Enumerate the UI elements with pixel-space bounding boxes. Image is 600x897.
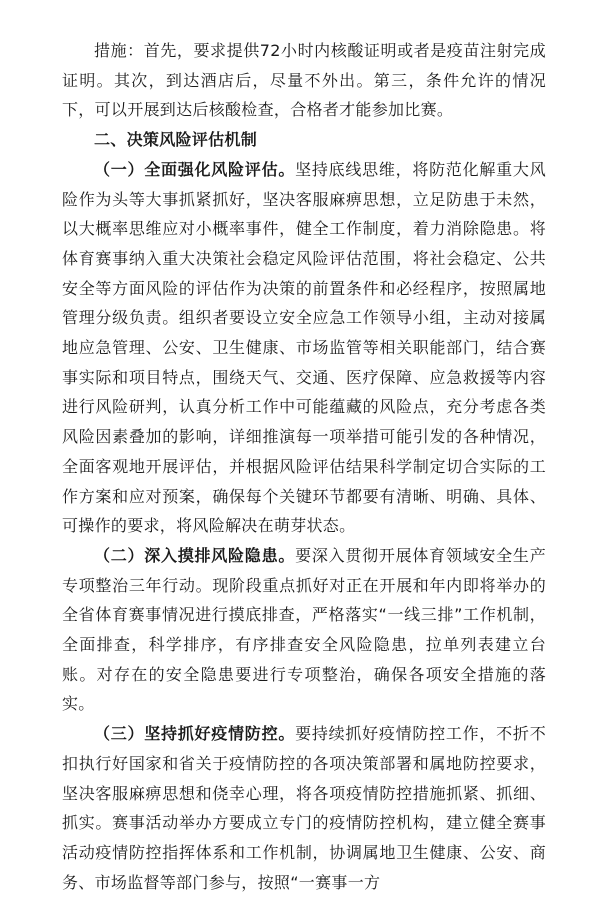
text-risk-assessment: 坚持底线思维，将防范化解重大风险作为头等大事抓紧抓好，坚决客服麻痹思想，立足防患于未然，以大概率思维应对小概率事件，健全工作制度，着力消除隐患。将体育赛事纳入重大决策社会稳定风险评估范围，将社会稳定、公共安全等方面风险的评估作为决策的前置条件和必经程序，按照属地管理分级负责。组织者要设立安全应急工作领导小组，主动对接属地应急管理、公安、卫生健康、市场监管等相关职能部门，结合赛事实际和项目特点，围绕天气、交通、医疗保障、应急救援等内容进行风险研判，认真分析工作中可能蕴藏的风险点，充分考虑各类风险因素叠加的影响，详细推演每一项举措可能引发的各种情况，全面客观地开展评估，并根据风险评估结果科学制定切合实际的工作方案和应对预案，确保每个关键环节都要有清晰、明确、具体、可操作的要求，将风险解决在萌芽状态。	[62, 159, 546, 536]
document-body	[62, 36, 546, 897]
subheading-risk-assessment: （一）全面强化风险评估。	[94, 159, 296, 179]
subheading-hazard-inspection: （二）深入摸排风险隐患。	[94, 545, 296, 565]
subheading-epidemic-control: （三）坚持抓好疫情防控。	[94, 724, 296, 744]
text-hazard-inspection: 要深入贯彻开展体育领域安全生产专项整治三年行动。现阶段重点抓好对正在开展和年内即将举办的全省体育赛事情况进行摸底排查，严格落实“一线三排”工作机制，全面排查，科学排序，有序排查安全风险隐患，拉单列表建立台账。对存在的安全隐患要进行专项整治，确保各项安全措施的落实。	[62, 545, 546, 714]
paragraph-epidemic-control	[62, 719, 546, 897]
paragraph-measures: 措施：首先，要求提供72小时内核酸证明或者是疫苗注射完成证明。其次，到达酒店后，尽量不外出。第三，条件允许的情况下，可以开展到达后核酸检查，合格者才能参加比赛。	[62, 41, 546, 120]
paragraph-hazard-inspection	[62, 541, 546, 719]
text-epidemic-control: 要持续抓好疫情防控工作，不折不扣执行好国家和省关于疫情防控的各项决策部署和属地防控要求，坚决客服麻痹思想和侥幸心理，将各项疫情防控措施抓紧、抓细、抓实。赛事活动举办方要成立专门的疫情防控机构，建立健全赛事活动疫情防控指挥体系和工作机制，协调属地卫生健康、公安、商务、市场监督等部门参与，按照“一赛事一方	[62, 724, 546, 892]
paragraph-risk-assessment	[62, 155, 546, 541]
section-heading-decision-risk: 二、决策风险评估机制	[94, 130, 258, 150]
